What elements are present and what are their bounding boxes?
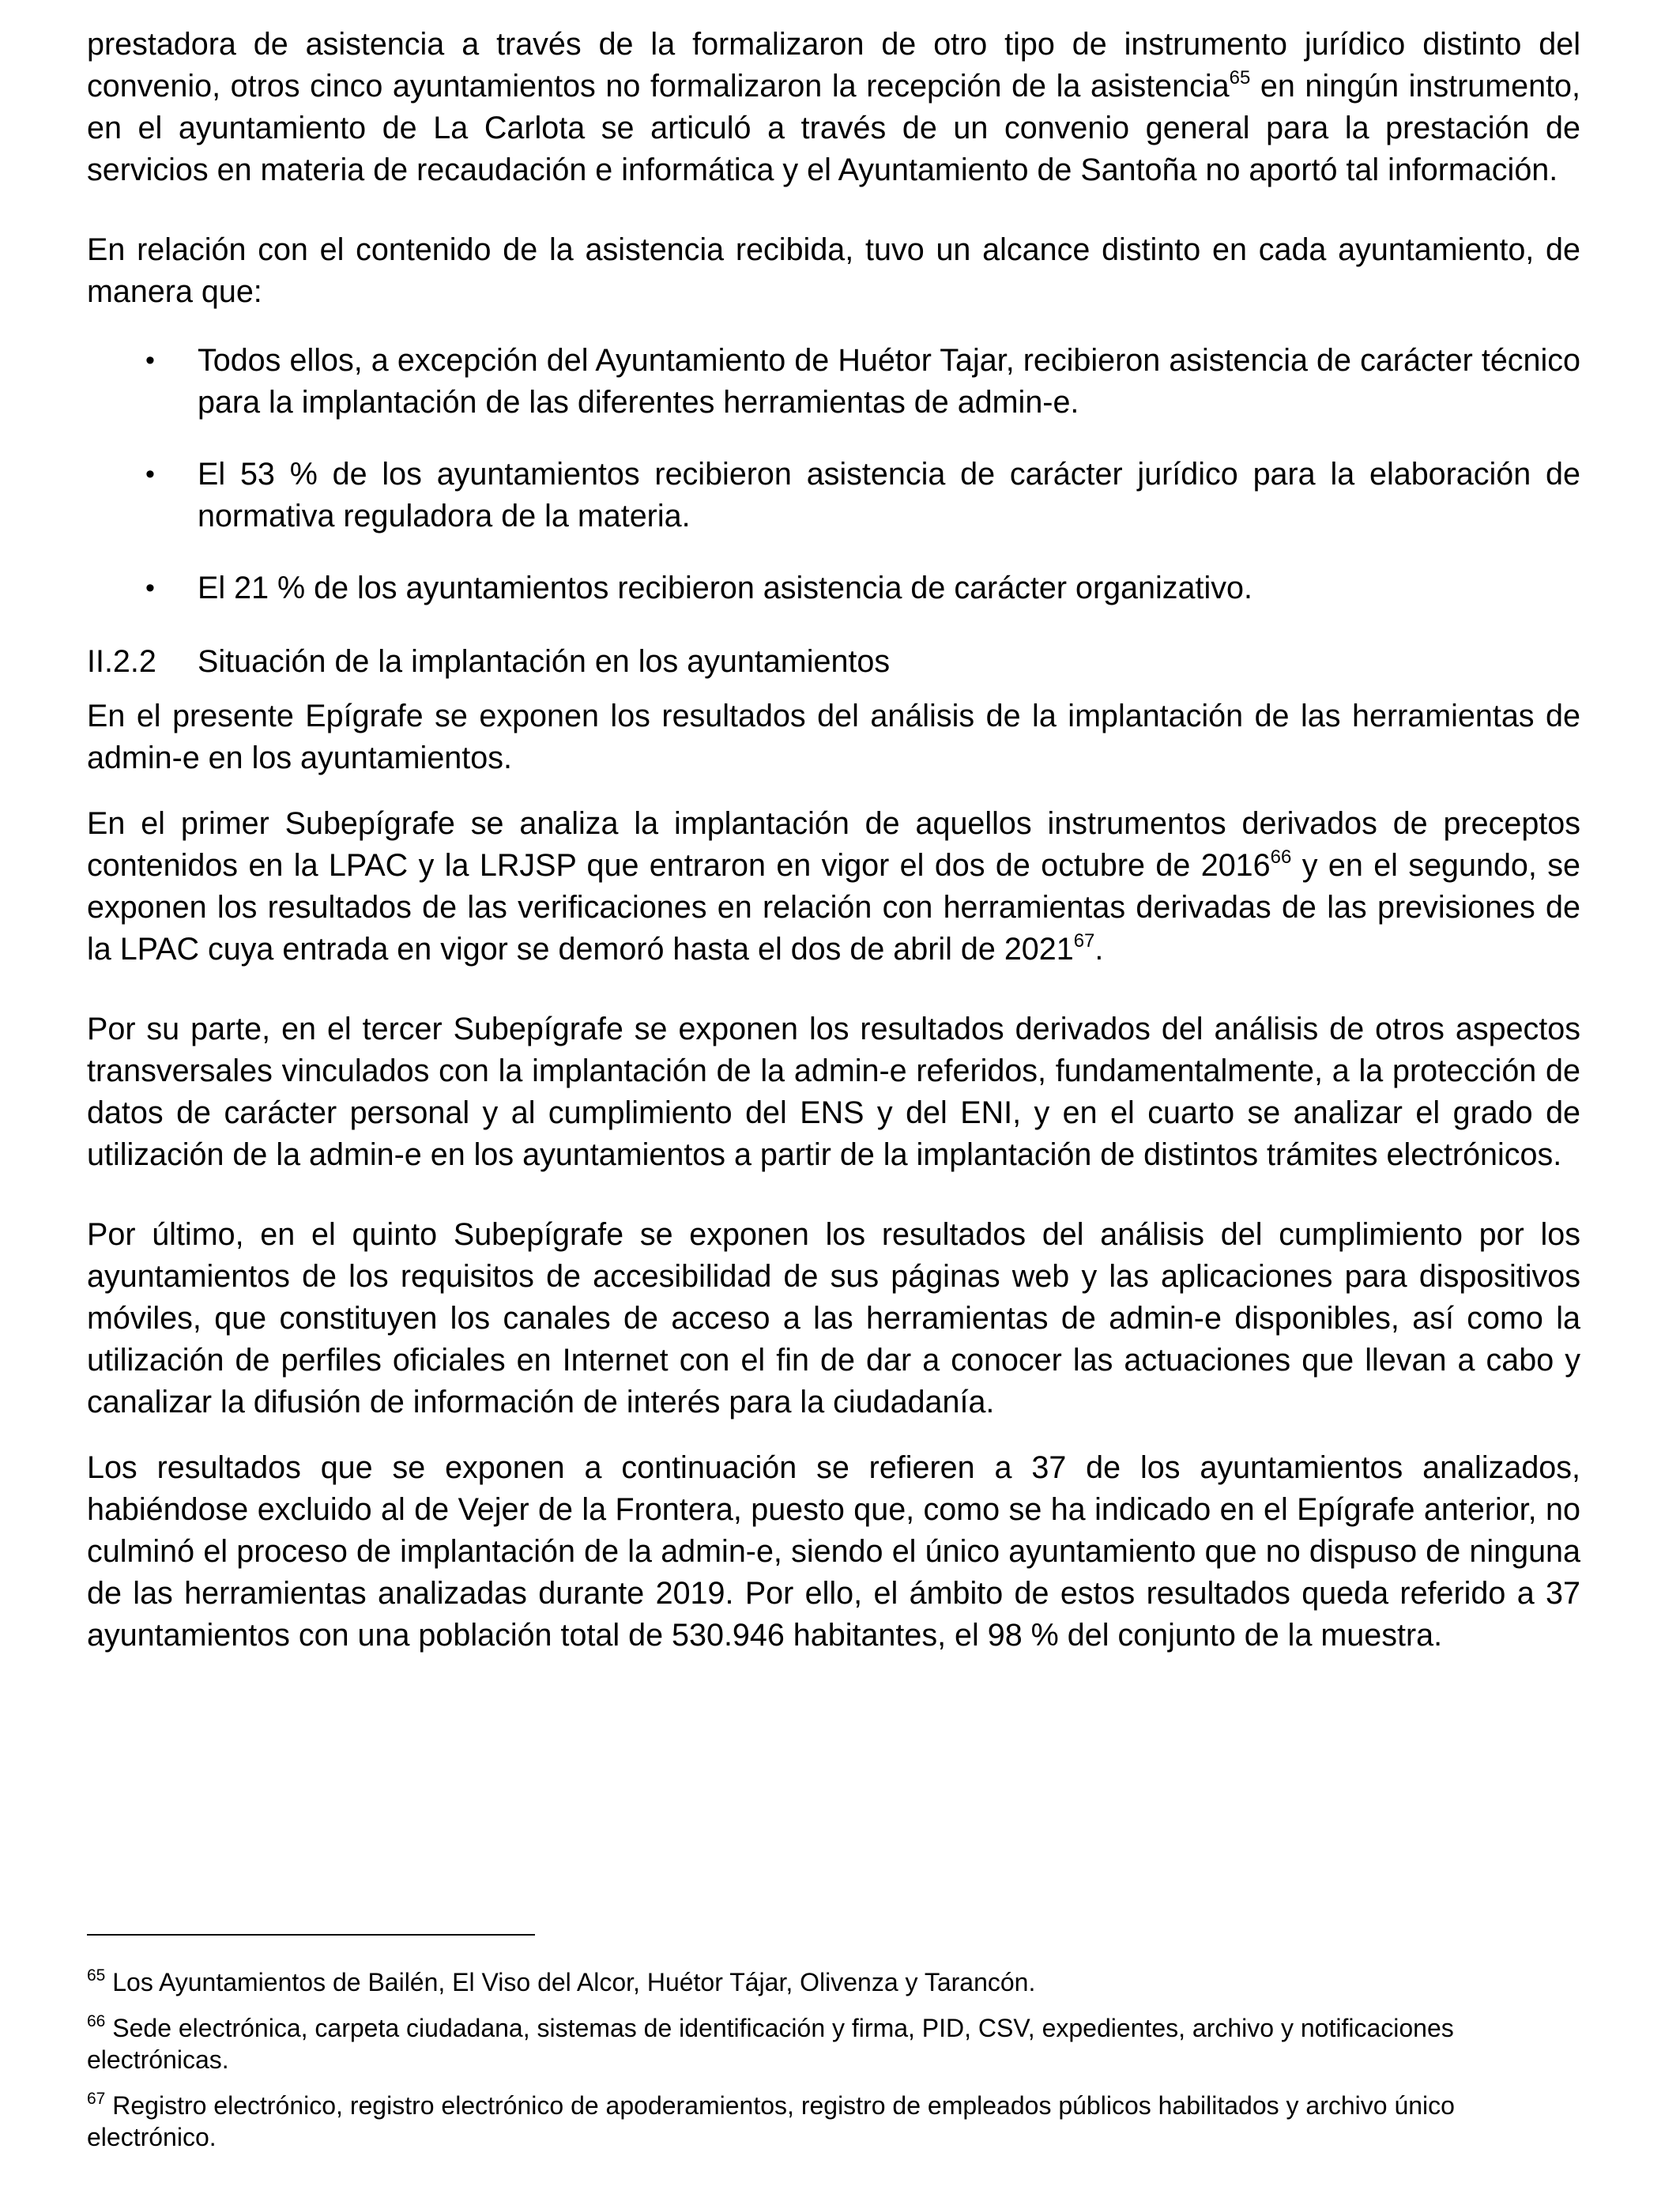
paragraph-primer-subepigrafe [87,803,1580,971]
document-page [87,24,1580,1695]
paragraph-presente-epigrafe: En el presente Epígrafe se exponen los resultados del análisis de la implantación de las herramientas de admin-e en los ayuntamientos. [87,699,1580,775]
bullet-icon: • [145,459,155,489]
bullet-icon: • [145,345,155,375]
footnote-ref-65[interactable]: 65 [1229,67,1251,89]
footnote-separator [87,1934,535,1936]
footnote-ref-67[interactable]: 67 [1073,930,1095,952]
bullet-text: Todos ellos, a excepción del Ayuntamiento de Huétor Tajar, recibieron asistencia de carácter técnico para la implantación de las diferentes herramientas de admin-e. [198,343,1580,420]
paragraph-text: prestadora de asistencia a través de la formalizaron de otro tipo de instrumento jurídico distinto del convenio, otros cinco ayuntamientos no formalizaron la recepción de la asistencia [87,27,1580,104]
paragraph-text: . [1094,932,1104,967]
bullet-list [87,340,1580,609]
paragraph-resultados: Los resultados que se exponen a continuación se refieren a 37 de los ayuntamientos analizados, habiéndose excluido al de Vejer de la Frontera, puesto que, como se ha indicado en el Epígrafe anterior, no culminó el proceso de implantación de la admin-e, siendo el único ayuntamiento que no dispuso de ninguna de las herramientas analizadas durante 2019. Por ello, el ámbito de estos resultados queda referido a 37 ayuntamientos con una población total de 530.946 habitantes, el 98 % del conjunto de la muestra. [87,1450,1580,1653]
paragraph-contenido-asistencia: En relación con el contenido de la asistencia recibida, tuvo un alcance distinto en cada ayuntamiento, de manera que: [87,232,1580,309]
bullet-item [87,340,1580,424]
footnote-number: 65 [87,1966,106,1985]
footnote-number: 67 [87,2090,106,2108]
footnote-67 [87,2090,1580,2153]
footnote-66 [87,2012,1580,2075]
bullet-text: El 21 % de los ayuntamientos recibieron asistencia de carácter organizativo. [198,571,1252,605]
paragraph-tercer-subepigrafe: Por su parte, en el tercer Subepígrafe se exponen los resultados derivados del análisis de otros aspectos transversales vinculados con la implantación de la admin-e referidos, fundamentalmente, a la protección de datos de carácter personal y al cumplimiento del ENS y del ENI, y en el cuarto se analizar el grado de utilización de la admin-e en los ayuntamientos a partir de la implantación de distintos trámites electrónicos. [87,1012,1580,1172]
bullet-item [87,454,1580,537]
paragraph-asistencia-formalizacion [87,24,1580,191]
footnote-text: Los Ayuntamientos de Bailén, El Viso del Alcor, Huétor Tájar, Olivenza y Tarancón. [105,1968,1036,1996]
section-title: Situación de la implantación en los ayuntamientos [198,644,891,679]
footnote-65 [87,1966,1580,1998]
footnote-text: Sede electrónica, carpeta ciudadana, sistemas de identificación y firma, PID, CSV, expedientes, archivo y notificaciones electrónicas. [87,2014,1454,2074]
paragraph-text: en ningún instrumento, en el ayuntamiento de La Carlota se articuló a través de un convenio general para la prestación de servicios en materia de recaudación e informática y el Ayuntamiento de Santoña no aportó tal información. [87,69,1580,187]
footnote-ref-66[interactable]: 66 [1270,846,1292,868]
section-number: II.2.2 [87,644,156,679]
footnote-number: 66 [87,2012,106,2030]
footnote-text: Registro electrónico, registro electrónico de apoderamientos, registro de empleados públicos habilitados y archivo único electrónico. [87,2091,1455,2151]
footnotes [87,1966,1580,2167]
paragraph-text: y en el segundo, se exponen los resultados de las verificaciones en relación con herramientas derivadas de las previsiones de la LPAC cuya entrada en vigor se demoró hasta el dos de abril de 2021 [87,848,1580,967]
section-heading [87,641,1580,683]
bullet-text: El 53 % de los ayuntamientos recibieron asistencia de carácter jurídico para la elaboración de normativa reguladora de la materia. [198,457,1580,533]
bullet-item [87,567,1580,609]
paragraph-quinto-subepigrafe: Por último, en el quinto Subepígrafe se exponen los resultados del análisis del cumplimiento por los ayuntamientos de los requisitos de accesibilidad de sus páginas web y las aplicaciones para dispositivos móviles, que constituyen los canales de acceso a las herramientas de admin-e disponibles, así como la utilización de perfiles oficiales en Internet con el fin de dar a conocer las actuaciones que llevan a cabo y canalizar la difusión de información de interés para la ciudadanía. [87,1217,1580,1419]
paragraph-text: En el primer Subepígrafe se analiza la implantación de aquellos instrumentos derivados de preceptos contenidos en la LPAC y la LRJSP que entraron en vigor el dos de octubre de 2016 [87,806,1580,883]
bullet-icon: • [145,573,155,603]
